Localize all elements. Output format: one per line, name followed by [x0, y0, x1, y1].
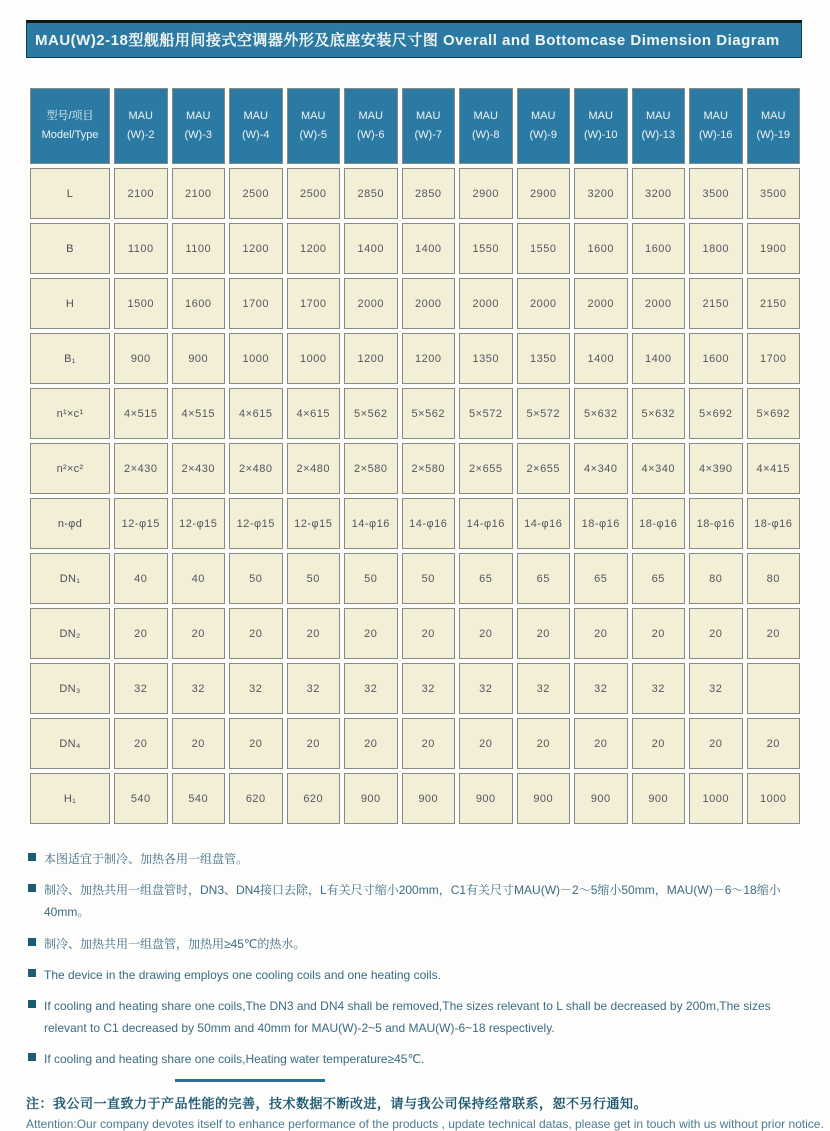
dimension-cell: 20	[689, 718, 743, 769]
dimension-cell: 1400	[402, 223, 456, 274]
dimension-cell: 2000	[517, 278, 571, 329]
dimension-cell: 1350	[459, 333, 513, 384]
dimension-cell: 900	[172, 333, 226, 384]
dimension-cell: 1400	[574, 333, 628, 384]
dimension-cell: 1200	[229, 223, 283, 274]
note-item	[26, 1048, 802, 1070]
dimension-cell: 4×415	[747, 443, 801, 494]
dimension-cell: 2000	[344, 278, 398, 329]
dimension-cell: 20	[229, 718, 283, 769]
dimension-cell: 2000	[632, 278, 686, 329]
dimension-cell: 65	[459, 553, 513, 604]
dimension-cell: 18-φ16	[574, 498, 628, 549]
note-text: The device in the drawing employs one cooling coils and one heating coils.	[44, 967, 441, 982]
dimension-cell: 4×615	[287, 388, 341, 439]
dimension-cell: 2×430	[172, 443, 226, 494]
dimension-cell: 12-φ15	[229, 498, 283, 549]
dimension-cell: 20	[344, 718, 398, 769]
dimension-cell: 20	[114, 608, 168, 659]
dimension-cell: 2×430	[114, 443, 168, 494]
footer-note-zh: 注：我公司一直致力于产品性能的完善，技术数据不断改进，请与我公司保持经常联系，恕不另行通知。	[26, 1095, 648, 1111]
note-item	[26, 933, 802, 955]
row-label: n²×c²	[30, 443, 110, 494]
dimension-cell: 2100	[172, 168, 226, 219]
table-row	[30, 718, 800, 769]
table-row	[30, 443, 800, 494]
dimension-cell: 40	[172, 553, 226, 604]
dimension-cell: 2×580	[402, 443, 456, 494]
dimension-cell: 1000	[287, 333, 341, 384]
dimension-cell: 2×655	[459, 443, 513, 494]
note-item	[26, 964, 802, 986]
table-row	[30, 388, 800, 439]
dimension-cell: 1700	[747, 333, 801, 384]
note-text: 制冷、加热共用一组盘管时，DN3、DN4接口去除，L有关尺寸缩小200mm，C1有关尺寸MAU(W)－2～5缩小50mm，MAU(W)－6～18缩小40mm。	[44, 883, 781, 920]
dimension-cell: 2×655	[517, 443, 571, 494]
dimension-cell: 20	[287, 718, 341, 769]
dimension-cell: 1550	[459, 223, 513, 274]
dimension-cell: 1000	[229, 333, 283, 384]
column-header-model: MAU (W)-9	[517, 88, 571, 164]
dimension-cell: 5×692	[747, 388, 801, 439]
bullet-square-icon	[28, 1000, 36, 1008]
dimension-cell: 1500	[114, 278, 168, 329]
dimension-cell: 14-φ16	[517, 498, 571, 549]
dimension-cell: 2850	[344, 168, 398, 219]
dimension-cell: 2500	[287, 168, 341, 219]
dimension-cell: 12-φ15	[172, 498, 226, 549]
dimension-cell: 5×562	[344, 388, 398, 439]
dimension-cell: 1900	[747, 223, 801, 274]
dimension-cell: 14-φ16	[344, 498, 398, 549]
note-item	[26, 848, 802, 870]
footer	[26, 1093, 824, 1131]
dimension-cell: 12-φ15	[114, 498, 168, 549]
bullet-square-icon	[28, 1053, 36, 1061]
column-header-model: MAU (W)-19	[747, 88, 801, 164]
dimension-cell: 1100	[172, 223, 226, 274]
dimension-cell: 65	[517, 553, 571, 604]
table-row	[30, 333, 800, 384]
dimension-cell: 2000	[402, 278, 456, 329]
dimension-cell: 40	[114, 553, 168, 604]
dimension-cell: 20	[172, 718, 226, 769]
dimension-cell: 20	[402, 718, 456, 769]
dimension-cell: 1400	[344, 223, 398, 274]
dimension-cell: 3500	[747, 168, 801, 219]
dimension-cell: 2×480	[229, 443, 283, 494]
footer-note-en: Attention:Our company devotes itself to enhance performance of the products , update technical datas, please get in touch with us without prior notice.	[26, 1116, 824, 1131]
dimension-cell	[747, 663, 801, 714]
dimension-cell: 540	[114, 773, 168, 824]
dimension-cell: 900	[517, 773, 571, 824]
column-header-model: MAU (W)-6	[344, 88, 398, 164]
dimension-cell: 5×692	[689, 388, 743, 439]
dimension-cell: 5×572	[459, 388, 513, 439]
table-row	[30, 773, 800, 824]
dimension-cell: 2500	[229, 168, 283, 219]
dimension-cell: 32	[344, 663, 398, 714]
dimension-cell: 1600	[574, 223, 628, 274]
note-text: If cooling and heating share one coils,The DN3 and DN4 shall be removed,The sizes relevant to L shall be decreased by 200m,The sizes relevant to C1 decreased by 50mm and 40mm for MAU(W)-2~5 and MAU(W)-6~18 respectively.	[44, 998, 771, 1036]
dimension-cell: 32	[172, 663, 226, 714]
dimension-cell: 5×562	[402, 388, 456, 439]
dimension-cell: 32	[689, 663, 743, 714]
dimension-cell: 14-φ16	[402, 498, 456, 549]
dimension-cell: 20	[632, 608, 686, 659]
dimension-cell: 3500	[689, 168, 743, 219]
dimension-cell: 900	[114, 333, 168, 384]
bullet-square-icon	[28, 884, 36, 892]
dimension-cell: 4×390	[689, 443, 743, 494]
dimension-cell: 20	[459, 608, 513, 659]
dimension-cell: 65	[632, 553, 686, 604]
dimension-cell: 1600	[172, 278, 226, 329]
dimension-cell: 1100	[114, 223, 168, 274]
dimension-cell: 20	[517, 718, 571, 769]
dimension-cell: 20	[574, 718, 628, 769]
dimension-cell: 1200	[402, 333, 456, 384]
table-row	[30, 223, 800, 274]
dimension-cell: 20	[287, 608, 341, 659]
note-text: 本图适宜于制冷、加热各用一组盘管。	[44, 852, 249, 866]
dimension-cell: 20	[517, 608, 571, 659]
dimension-cell: 2×580	[344, 443, 398, 494]
dimension-cell: 80	[747, 553, 801, 604]
table-row	[30, 498, 800, 549]
page-title: MAU(W)2-18型舰船用间接式空调器外形及底座安装尺寸图 Overall and Bottomcase Dimension Diagram	[35, 32, 780, 49]
dimension-cell: 18-φ16	[689, 498, 743, 549]
dimension-cell: 32	[574, 663, 628, 714]
dimension-cell: 4×615	[229, 388, 283, 439]
dimension-cell: 4×515	[172, 388, 226, 439]
column-header-model: MAU (W)-10	[574, 88, 628, 164]
dimension-cell: 2900	[517, 168, 571, 219]
row-label: DN₄	[30, 718, 110, 769]
dimension-cell: 18-φ16	[632, 498, 686, 549]
dimension-cell: 32	[517, 663, 571, 714]
dimension-cell: 1350	[517, 333, 571, 384]
column-header-model: MAU (W)-16	[689, 88, 743, 164]
dimension-cell: 50	[229, 553, 283, 604]
dimension-cell: 2100	[114, 168, 168, 219]
note-text: If cooling and heating share one coils,Heating water temperature≥45℃.	[44, 1052, 425, 1067]
dimension-cell: 1000	[689, 773, 743, 824]
bullet-square-icon	[28, 938, 36, 946]
dimension-table	[26, 84, 804, 828]
row-label: B	[30, 223, 110, 274]
dimension-cell: 20	[459, 718, 513, 769]
note-item	[26, 879, 802, 923]
dimension-cell: 900	[632, 773, 686, 824]
dimension-cell: 20	[747, 608, 801, 659]
column-header-model: MAU (W)-2	[114, 88, 168, 164]
dimension-cell: 32	[114, 663, 168, 714]
dimension-cell: 620	[229, 773, 283, 824]
dimension-cell: 20	[574, 608, 628, 659]
note-text: 制冷、加热共用一组盘管，加热用≥45℃的热水。	[44, 936, 306, 951]
corner-header: 型号/项目 Model/Type	[30, 88, 110, 164]
column-header-model: MAU (W)-5	[287, 88, 341, 164]
row-label: DN₁	[30, 553, 110, 604]
column-header-model: MAU (W)-13	[632, 88, 686, 164]
dimension-cell: 32	[632, 663, 686, 714]
dimension-cell: 1700	[229, 278, 283, 329]
column-header-model: MAU (W)-8	[459, 88, 513, 164]
dimension-cell: 2000	[574, 278, 628, 329]
dimension-cell: 2000	[459, 278, 513, 329]
dimension-cell: 1600	[689, 333, 743, 384]
dimension-cell: 50	[287, 553, 341, 604]
dimension-cell: 1200	[344, 333, 398, 384]
dimension-cell: 4×515	[114, 388, 168, 439]
dimension-cell: 32	[287, 663, 341, 714]
dimension-cell: 2150	[747, 278, 801, 329]
row-label: H	[30, 278, 110, 329]
dimension-cell: 3200	[632, 168, 686, 219]
dimension-cell: 32	[459, 663, 513, 714]
dimension-cell: 3200	[574, 168, 628, 219]
row-label: n¹×c¹	[30, 388, 110, 439]
dimension-cell: 20	[689, 608, 743, 659]
dimension-cell: 5×572	[517, 388, 571, 439]
table-row	[30, 663, 800, 714]
bottom-edge-artifact	[175, 1079, 325, 1082]
dimension-cell: 1600	[632, 223, 686, 274]
table-row	[30, 278, 800, 329]
dimension-cell: 20	[402, 608, 456, 659]
table-row	[30, 608, 800, 659]
dimension-cell: 900	[402, 773, 456, 824]
dimension-cell: 620	[287, 773, 341, 824]
dimension-cell: 50	[344, 553, 398, 604]
dimension-cell: 1000	[747, 773, 801, 824]
column-header-model: MAU (W)-3	[172, 88, 226, 164]
row-label: DN₃	[30, 663, 110, 714]
bullet-square-icon	[28, 969, 36, 977]
dimension-cell: 5×632	[632, 388, 686, 439]
dimension-cell: 1800	[689, 223, 743, 274]
dimension-cell: 20	[229, 608, 283, 659]
dimension-cell: 900	[344, 773, 398, 824]
dimension-cell: 4×340	[632, 443, 686, 494]
dimension-cell: 32	[229, 663, 283, 714]
dimension-cell: 2×480	[287, 443, 341, 494]
dimension-cell: 20	[747, 718, 801, 769]
table-row	[30, 168, 800, 219]
row-label: L	[30, 168, 110, 219]
dimension-cell: 20	[632, 718, 686, 769]
dimension-cell: 2850	[402, 168, 456, 219]
table-row	[30, 553, 800, 604]
row-label: DN₂	[30, 608, 110, 659]
note-item	[26, 995, 802, 1039]
column-header-model: MAU (W)-4	[229, 88, 283, 164]
table-header-row	[30, 88, 800, 164]
row-label: n-φd	[30, 498, 110, 549]
dimension-cell: 1550	[517, 223, 571, 274]
row-label: B₁	[30, 333, 110, 384]
dimension-cell: 1200	[287, 223, 341, 274]
dimension-cell: 18-φ16	[747, 498, 801, 549]
dimension-cell: 20	[172, 608, 226, 659]
dimension-cell: 65	[574, 553, 628, 604]
dimension-cell: 80	[689, 553, 743, 604]
dimension-cell: 20	[114, 718, 168, 769]
dimension-cell: 32	[402, 663, 456, 714]
dimension-cell: 900	[459, 773, 513, 824]
notes-section	[26, 848, 802, 1071]
dimension-cell: 1700	[287, 278, 341, 329]
column-header-model: MAU (W)-7	[402, 88, 456, 164]
dimension-cell: 1400	[632, 333, 686, 384]
dimension-cell: 4×340	[574, 443, 628, 494]
dimension-cell: 14-φ16	[459, 498, 513, 549]
dimension-cell: 50	[402, 553, 456, 604]
dimension-cell: 5×632	[574, 388, 628, 439]
dimension-cell: 2900	[459, 168, 513, 219]
dimension-cell: 2150	[689, 278, 743, 329]
dimension-cell: 12-φ15	[287, 498, 341, 549]
row-label: H₁	[30, 773, 110, 824]
dimension-cell: 900	[574, 773, 628, 824]
title-bar	[26, 20, 802, 58]
bullet-square-icon	[28, 853, 36, 861]
dimension-cell: 540	[172, 773, 226, 824]
dimension-cell: 20	[344, 608, 398, 659]
